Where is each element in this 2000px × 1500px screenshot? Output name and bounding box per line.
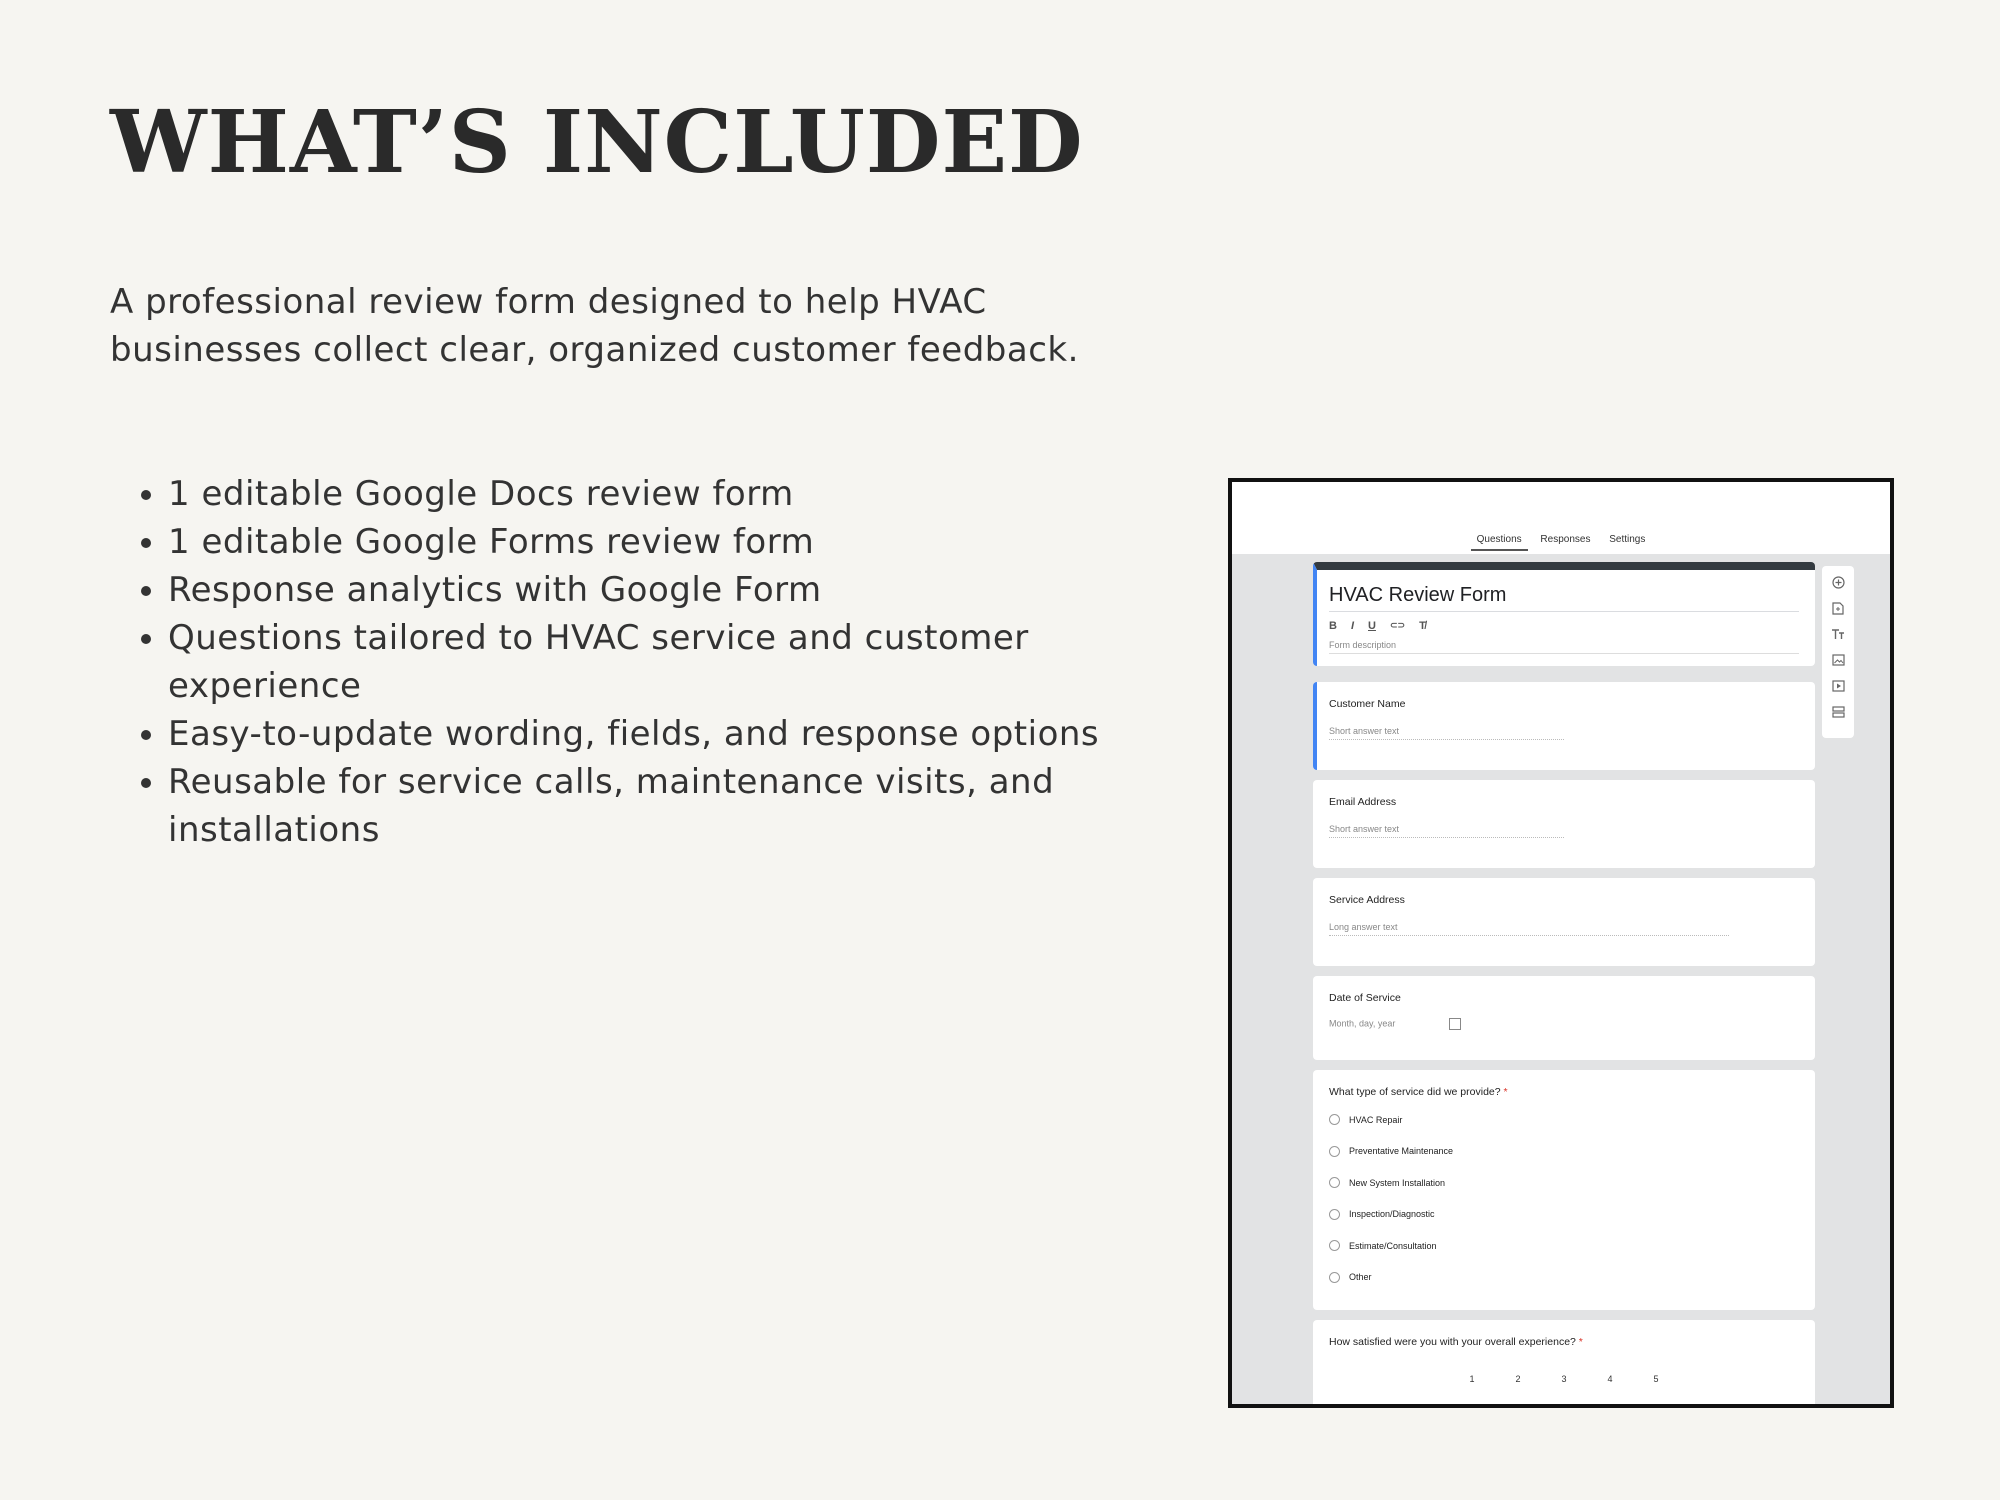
import-questions-icon[interactable]	[1830, 600, 1846, 616]
format-toolbar	[1329, 620, 1799, 632]
question-email[interactable]	[1313, 780, 1815, 868]
radio-option[interactable]	[1329, 1230, 1799, 1262]
form-tabs	[1232, 534, 1890, 549]
scale-option[interactable]: 1	[1469, 1374, 1475, 1384]
form-description-input[interactable]: Form description	[1329, 640, 1799, 654]
question-label	[1329, 1070, 1799, 1098]
radio-option[interactable]	[1329, 1167, 1799, 1199]
feature-item: • Questions tailored to HVAC service and customer experience	[168, 614, 1218, 710]
feature-item: • Reusable for service calls, maintenance visits, and installations	[168, 758, 1218, 854]
scale-option[interactable]: 2	[1515, 1374, 1521, 1384]
question-text: What type of service did we provide?	[1329, 1086, 1501, 1098]
feature-list	[110, 470, 1218, 854]
scale-option[interactable]: 4	[1607, 1374, 1613, 1384]
link-icon[interactable]: ⊂⊃	[1389, 620, 1406, 630]
radio-circle-icon[interactable]	[1329, 1209, 1340, 1220]
option-label: Other	[1349, 1272, 1372, 1283]
radio-circle-icon[interactable]	[1329, 1272, 1340, 1283]
short-answer-field[interactable]: Short answer text	[1329, 726, 1564, 740]
radio-circle-icon[interactable]	[1329, 1177, 1340, 1188]
question-label: Service Address	[1329, 894, 1405, 906]
option-label: New System Installation	[1349, 1177, 1446, 1188]
feature-item: • 1 editable Google Forms review form	[168, 518, 1218, 566]
radio-circle-icon[interactable]	[1329, 1146, 1340, 1157]
italic-icon[interactable]: I	[1350, 620, 1355, 632]
clear-format-icon[interactable]: T̸	[1419, 620, 1426, 632]
tab-responses[interactable]: Responses	[1540, 534, 1591, 545]
underline-icon[interactable]: U	[1368, 620, 1376, 632]
form-title-card[interactable]	[1313, 562, 1815, 666]
form-header	[1232, 482, 1890, 554]
required-mark: *	[1503, 1086, 1508, 1098]
question-label	[1329, 1320, 1799, 1348]
scale-option[interactable]: 3	[1561, 1374, 1567, 1384]
form-screenshot	[1228, 478, 1894, 1408]
feature-item: • Response analytics with Google Form	[168, 566, 1218, 614]
linear-scale	[1329, 1374, 1799, 1384]
date-hint: Month, day, year	[1329, 1018, 1396, 1029]
tab-questions[interactable]: Questions	[1477, 534, 1522, 549]
add-question-icon[interactable]	[1830, 574, 1846, 590]
option-label: Estimate/Consultation	[1349, 1240, 1437, 1251]
page-title: WHAT’S INCLUDED	[110, 92, 1084, 193]
question-text: How satisfied were you with your overall experience?	[1329, 1336, 1576, 1348]
question-date[interactable]	[1313, 976, 1815, 1060]
question-customer-name[interactable]	[1313, 682, 1815, 770]
radio-option[interactable]	[1329, 1104, 1799, 1136]
question-label: Customer Name	[1329, 698, 1406, 710]
radio-circle-icon[interactable]	[1329, 1114, 1340, 1125]
question-satisfaction[interactable]	[1313, 1320, 1815, 1408]
add-video-icon[interactable]	[1830, 678, 1846, 694]
long-answer-field[interactable]: Long answer text	[1329, 922, 1729, 936]
scale-option[interactable]: 5	[1653, 1374, 1659, 1384]
question-label: Date of Service	[1329, 992, 1401, 1004]
calendar-icon[interactable]	[1449, 1018, 1461, 1030]
form-title[interactable]: HVAC Review Form	[1329, 570, 1799, 612]
add-section-icon[interactable]	[1830, 704, 1846, 720]
required-mark: *	[1578, 1336, 1583, 1348]
question-service-address[interactable]	[1313, 878, 1815, 966]
feature-item: • Easy-to-update wording, fields, and response options	[168, 710, 1218, 758]
option-label: Preventative Maintenance	[1349, 1146, 1454, 1157]
date-field[interactable]	[1329, 1018, 1799, 1030]
radio-option[interactable]	[1329, 1136, 1799, 1168]
radio-circle-icon[interactable]	[1329, 1240, 1340, 1251]
question-label: Email Address	[1329, 796, 1397, 808]
intro-text: A professional review form designed to help HVAC businesses collect clear, organized customer feedback.	[110, 282, 1079, 370]
add-image-icon[interactable]	[1830, 652, 1846, 668]
feature-item: • 1 editable Google Docs review form	[168, 470, 1218, 518]
bold-icon[interactable]: B	[1329, 620, 1337, 632]
short-answer-field[interactable]: Short answer text	[1329, 824, 1564, 838]
option-label: HVAC Repair	[1349, 1114, 1403, 1125]
add-title-icon[interactable]	[1830, 626, 1846, 642]
question-service-type[interactable]	[1313, 1070, 1815, 1310]
option-label: Inspection/Diagnostic	[1349, 1209, 1435, 1220]
question-toolbar	[1822, 566, 1854, 738]
tab-settings[interactable]: Settings	[1609, 534, 1646, 545]
radio-option[interactable]	[1329, 1199, 1799, 1231]
radio-option[interactable]	[1329, 1262, 1799, 1294]
